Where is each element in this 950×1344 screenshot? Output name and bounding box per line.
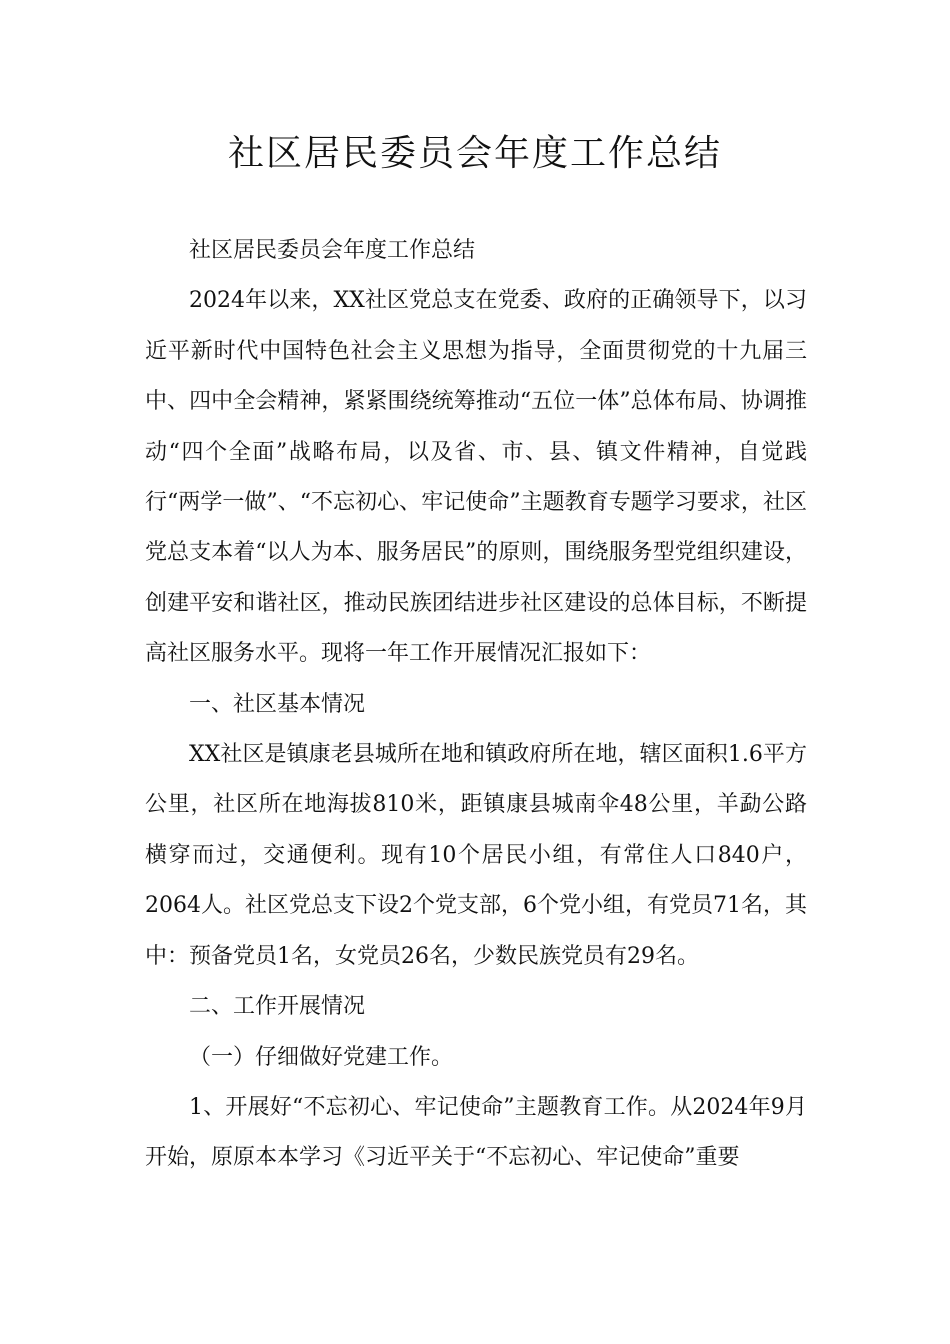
basic-info-paragraph: XX社区是镇康老县城所在地和镇政府所在地，辖区面积1.6平方公里，社区所在地海拔810米，距镇康县城南伞48公里，羊勐公路横穿而过，交通便利。现有10个居民小组，有常住人口840户，2064人。社区党总支下设2个党支部，6个党小组，有党员71名，其中：预备党员1名，女党员26名，少数民族党员有29名。 — [145, 742, 807, 969]
intro-paragraph: 2024年以来，XX社区党总支在党委、政府的正确领导下，以习近平新时代中国特色社会主义思想为指导，全面贯彻党的十九届三中、四中全会精神，紧紧围绕统筹推动“五位一体”总体布局、协调推动“四个全面”战略布局，以及省、市、县、镇文件精神，自觉践行“两学一做”、“不忘初心、牢记使命”主题教育专题学习要求，社区党总支本着“以人为本、服务居民”的原则，围绕服务型党组织建设，创建平安和谐社区，推动民族团结进步社区建设的总体目标，不断提高社区服务水平。现将一年工作开展情况汇报如下： — [145, 288, 807, 667]
subsection-heading-party-building: （一）仔细做好党建工作。 — [189, 1044, 454, 1070]
section-heading-basic-info: 一、社区基本情况 — [189, 691, 366, 717]
subtitle-paragraph: 社区居民委员会年度工作总结 — [189, 238, 476, 263]
document-body — [145, 226, 807, 1184]
section-heading-work: 二、工作开展情况 — [189, 994, 366, 1020]
party-building-paragraph: 1、开展好“不忘初心、牢记使命”主题教育工作。从2024年9月开始，原原本本学习《习近平关于“不忘初心、牢记使命”重要 — [145, 1094, 807, 1171]
document-title: 社区居民委员会年度工作总结 — [227, 133, 722, 174]
